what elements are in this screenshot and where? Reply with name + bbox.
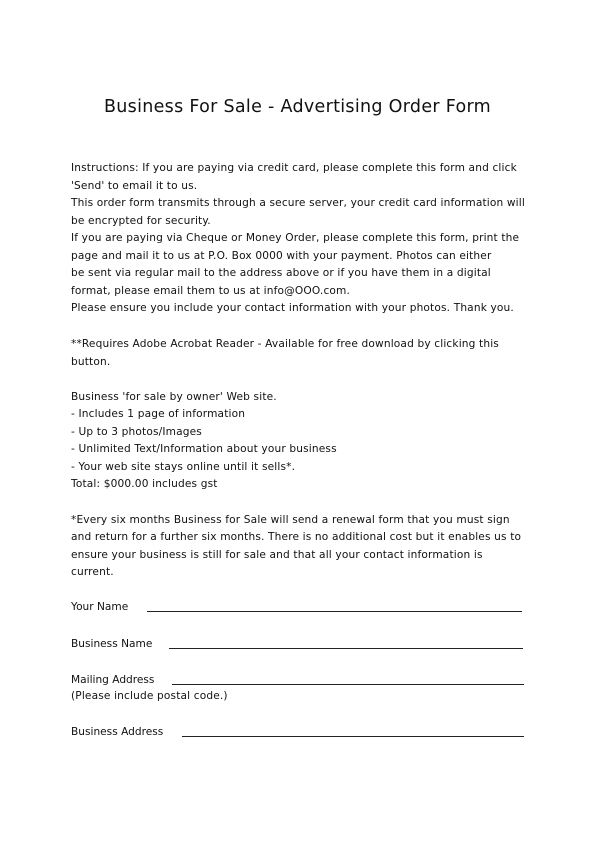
instructions-line: Instructions: If you are paying via credit card, please complete this form and click bbox=[71, 162, 517, 174]
package-item: - Includes 1 page of information bbox=[71, 408, 246, 420]
instructions-line: This order form transmits through a secure server, your credit card information will bbox=[71, 197, 525, 209]
business-address-field[interactable] bbox=[182, 736, 524, 737]
acrobat-note-line: button. bbox=[71, 355, 111, 368]
business-name-field[interactable] bbox=[169, 648, 523, 649]
package-item: - Your web site stays online until it sells*. bbox=[71, 460, 296, 473]
page-title: Business For Sale - Advertising Order Form bbox=[103, 97, 492, 117]
instructions-line: page and mail it to us at P.O. Box 0000 with your payment. Photos can either bbox=[71, 249, 492, 262]
renewal-note-line: ensure your business is still for sale and that all your contact information is bbox=[71, 548, 483, 561]
business-name-label: Business Name bbox=[71, 637, 153, 650]
package-heading: Business 'for sale by owner' Web site. bbox=[71, 390, 277, 403]
instructions-line: be encrypted for security. bbox=[71, 214, 211, 227]
instructions-line: If you are paying via Cheque or Money Order, please complete this form, print the bbox=[71, 232, 520, 244]
mailing-address-label: Mailing Address bbox=[71, 673, 155, 686]
mailing-address-field[interactable] bbox=[172, 684, 524, 685]
package-total: Total: $000.00 includes gst bbox=[71, 478, 218, 490]
package-item: - Unlimited Text/Information about your business bbox=[71, 443, 337, 455]
package-item: - Up to 3 photos/Images bbox=[71, 425, 202, 438]
renewal-note-line: current. bbox=[71, 566, 114, 578]
instructions-line: format, please email them to us at info@OOO.com. bbox=[71, 284, 351, 297]
renewal-note-line: and return for a further six months. There is no additional cost but it enables us to bbox=[71, 531, 522, 543]
your-name-label: Your Name bbox=[71, 601, 129, 613]
instructions-line: Please ensure you include your contact information with your photos. Thank you. bbox=[71, 302, 514, 314]
acrobat-note-line: **Requires Adobe Acrobat Reader - Available for free download by clicking this bbox=[71, 338, 499, 350]
instructions-line: be sent via regular mail to the address above or if you have them in a digital bbox=[71, 267, 491, 279]
instructions-line: 'Send' to email it to us. bbox=[71, 179, 198, 192]
mailing-address-note: (Please include postal code.) bbox=[71, 690, 228, 702]
your-name-field[interactable] bbox=[147, 611, 522, 612]
renewal-note-line: *Every six months Business for Sale will send a renewal form that you must sign bbox=[71, 513, 510, 526]
business-address-label: Business Address bbox=[71, 725, 164, 738]
